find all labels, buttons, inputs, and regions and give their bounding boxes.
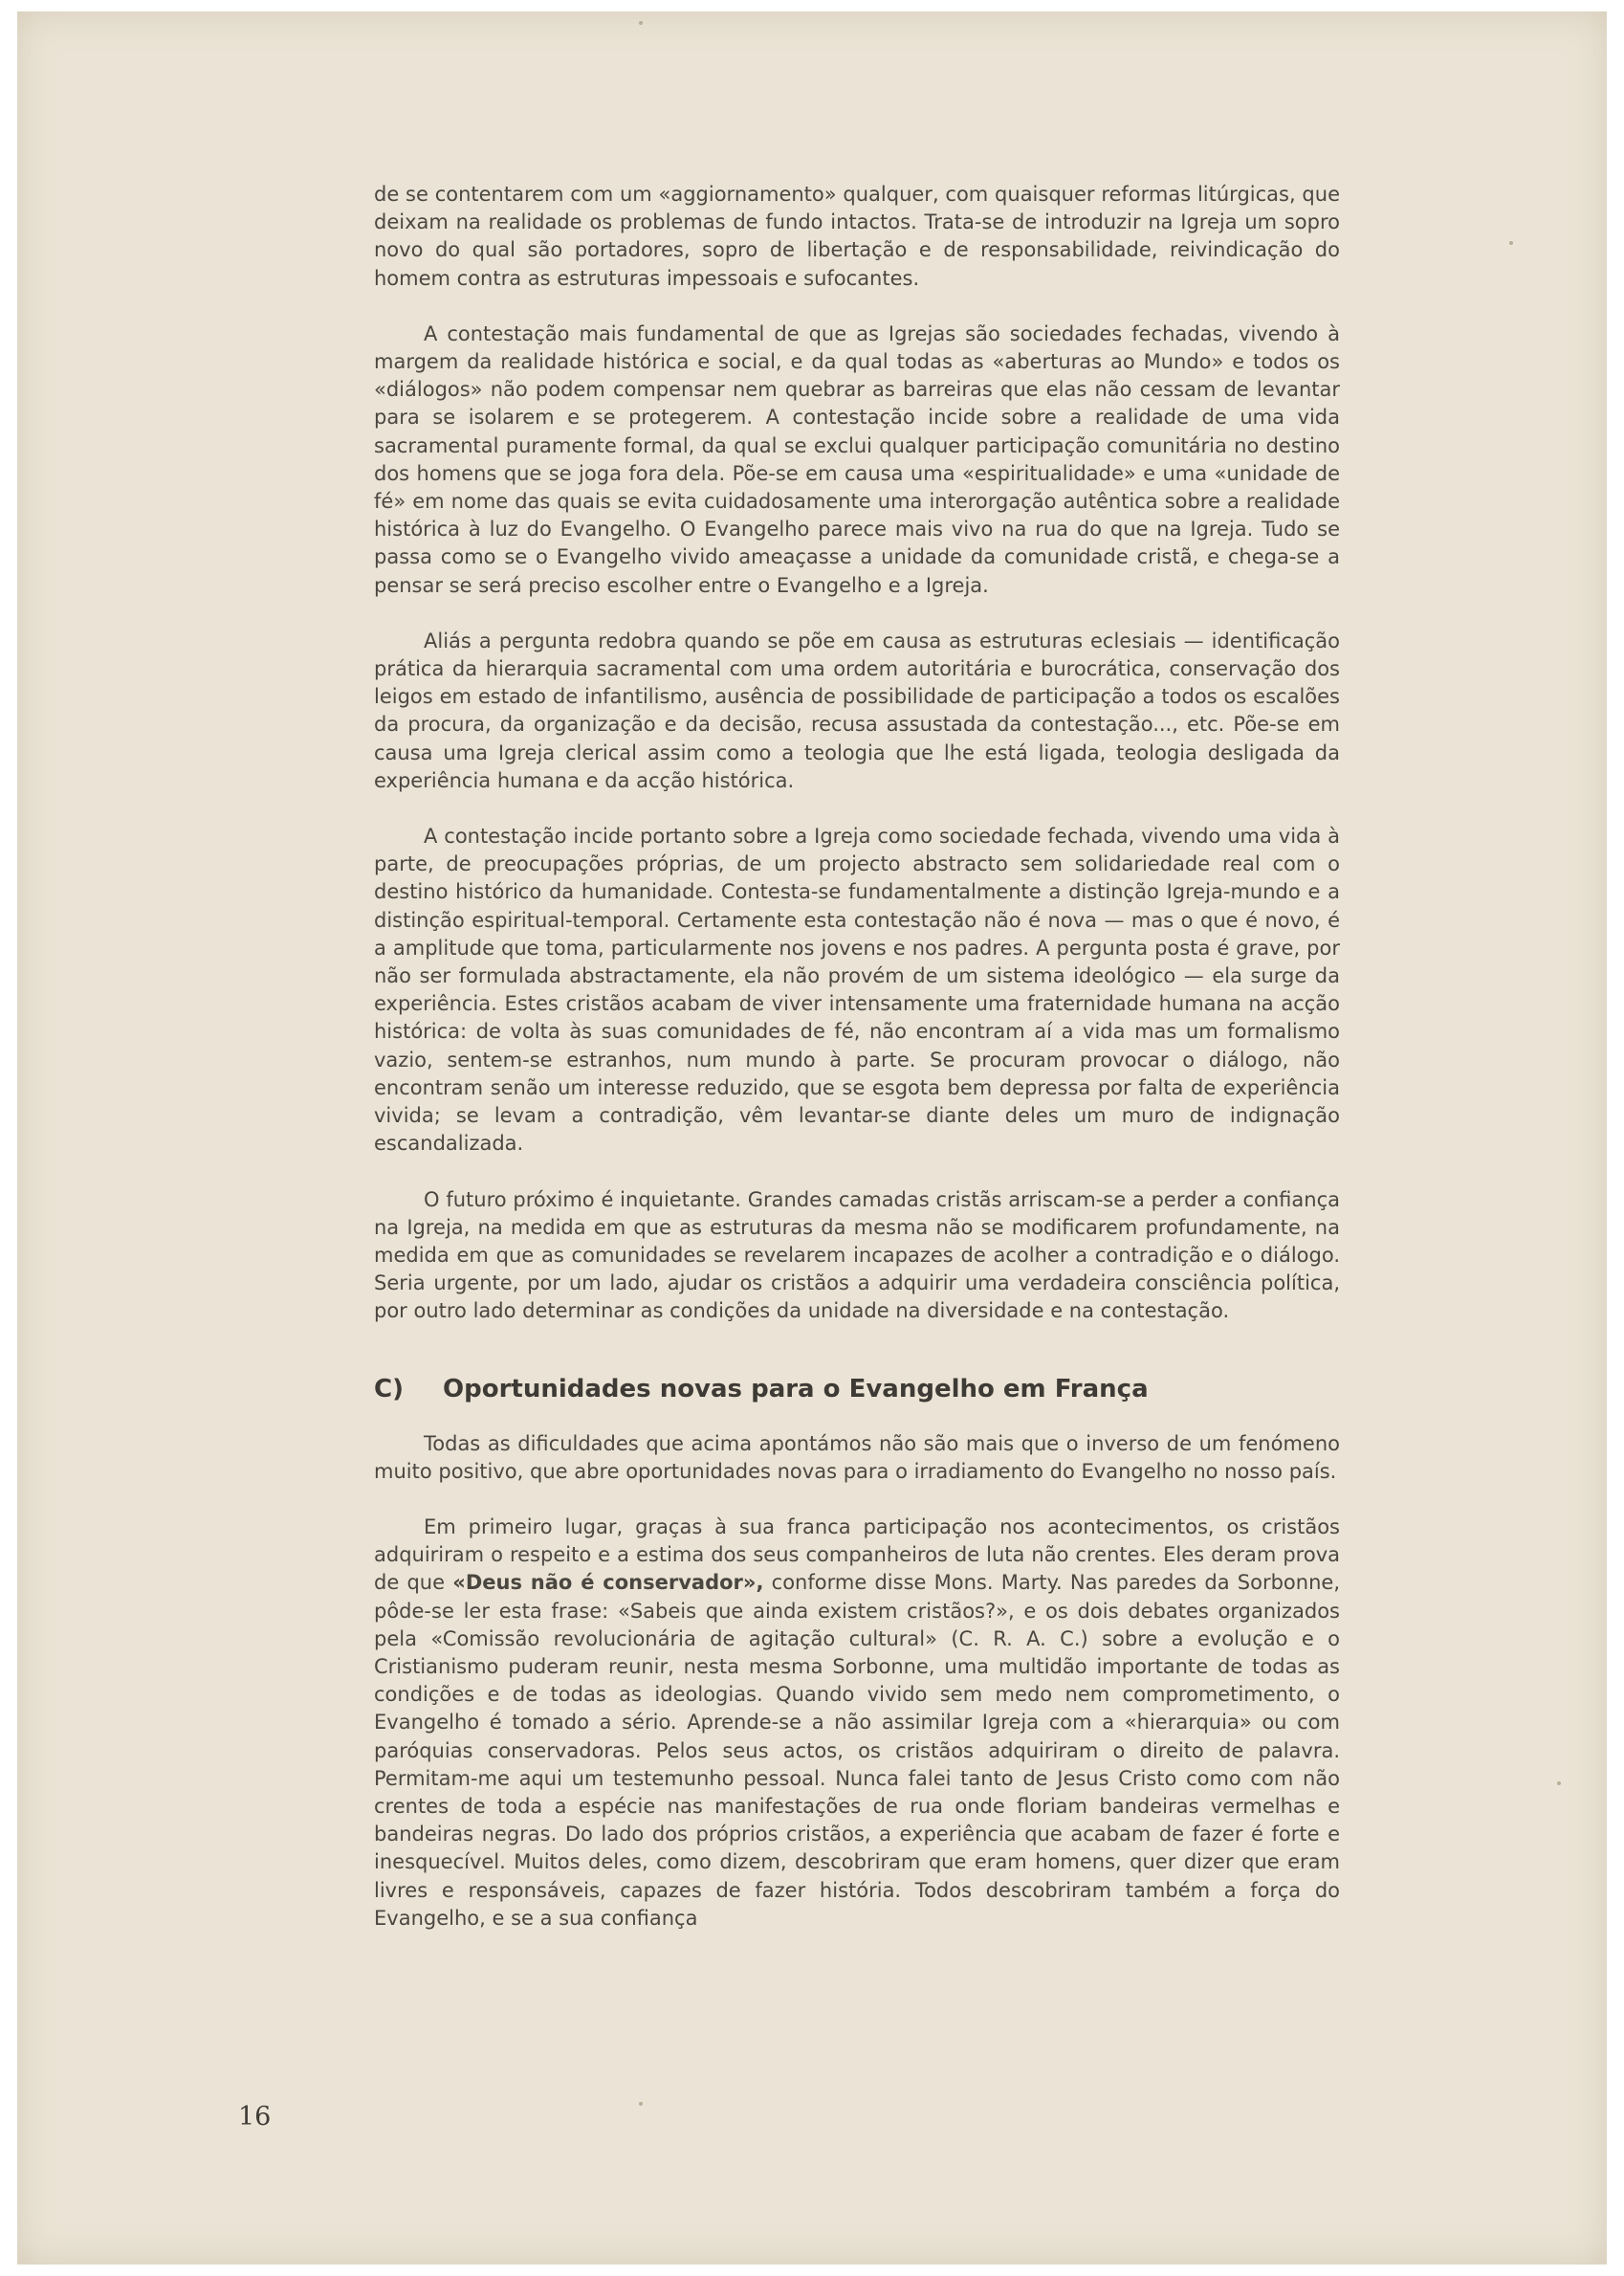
section-title: Oportunidades novas para o Evangelho em França <box>443 1374 1149 1403</box>
paragraph-text: conforme disse Mons. Marty. Nas paredes da Sorbonne, pôde-se ler esta frase: «Sabeis que ainda existem cristãos?», e os dois debates organizados pela «Comissão revolucionária de agitação cultural» (C. R. A. C.) sobre a evolução e o Cristianismo puderam reunir, nesta mesma Sorbonne, uma multidão importante de todas as condições e de todas as ideologias. Quando vivido sem medo nem comprometimento, o Evangelho é tomado a sério. Aprende-se a não assimilar Igreja com a «hierarquia» ou com paróquias conservadoras. Pelos seus actos, os cristãos adquiriram o direito de palavra. Permitam-me aqui um testemunho pessoal. Nunca falei tanto de Jesus Cristo como com não crentes de toda a espécie nas manifestações de rua onde floriam bandeiras vermelhas e bandeiras negras. Do lado dos próprios cristãos, a experiência que acabam de fazer é forte e inesquecível. Muitos deles, como dizem, descobriram que eram homens, quer dizer que eram livres e responsáveis, capazes de fazer história. Todos descobriram também a força do Evangelho, e se a sua confiança <box>374 1571 1340 1930</box>
paragraph <box>374 1514 1340 1933</box>
section-heading <box>374 1373 1340 1405</box>
paragraph: Aliás a pergunta redobra quando se põe em causa as estruturas eclesiais — identificação prática da hierarquia sacramental com uma ordem autoritária e burocrática, conservação dos leigos em estado de infantilismo, ausência de possibilidade de participação a todos os escalões da procura, da organização e da decisão, recusa assustada da contestação..., etc. Põe-se em causa uma Igreja clerical assim como a teologia que lhe está ligada, teologia desligada da experiência humana e da acção histórica. <box>374 629 1340 792</box>
paragraph: Todas as dificuldades que acima apontámos não são mais que o inverso de um fenómeno muito positivo, que abre oportunidades novas para o irradiamento do Evangelho no nosso país. <box>374 1431 1340 1483</box>
paper-speck <box>1509 241 1513 245</box>
paragraph: A contestação incide portanto sobre a Igreja como sociedade fechada, vivendo uma vida à parte, de preocupações próprias, de um projecto abstracto sem solidariedade real com o destino histórico da humanidade. Contesta-se fundamentalmente a distinção Igreja-mundo e a distinção espiritual-temporal. Certamente esta contestação não é nova — mas o que é novo, é a amplitude que toma, particularmente nos jovens e nos padres. A pergunta posta é grave, por não ser formulada abstractamente, ela não provém de um sistema ideológico — ela surge da experiência. Estes cristãos acabam de viver intensamente uma fraternidade humana na acção histórica: de volta às suas comunidades de fé, não encontram aí a vida mas um formalismo vazio, sentem-se estranhos, num mundo à parte. Se procuram provocar o diálogo, não encontram senão um interesse reduzido, que se esgota bem depressa por falta de experiência vivida; se levam a contradição, vêm levantar-se diante deles um muro de indignação escandalizada. <box>374 825 1340 1156</box>
paragraph: de se contentarem com um «aggiornamento» qualquer, com quaisquer reformas litúrgicas, que deixam na realidade os problemas de fundo intactos. Trata-se de introduzir na Igreja um sopro novo do qual são portadores, sopro de libertação e de responsabilidade, reivindicação do homem contra as estruturas impessoais e sufocantes. <box>374 183 1340 290</box>
paper-speck <box>1557 1781 1561 1785</box>
bold-quote: «Deus não é conservador», <box>452 1571 764 1595</box>
body-text <box>374 181 1340 1933</box>
paragraph: A contestação mais fundamental de que as Igrejas são sociedades fechadas, vivendo à margem da realidade histórica e social, e da qual todas as «aberturas ao Mundo» e todos os «diálogos» não podem compensar nem quebrar as barreiras que elas não cessam de levantar para se isolarem e se protegerem. A contestação incide sobre a realidade de uma vida sacramental puramente formal, da qual se exclui qualquer participação comunitária no destino dos homens que se joga fora dela. Põe-se em causa uma «espiritualidade» e uma «unidade de fé» em nome das quais se evita cuidadosamente uma interorgação autêntica sobre a realidade histórica à luz do Evangelho. O Evangelho parece mais vivo na rua do que na Igreja. Tudo se passa como se o Evangelho vivido ameaçasse a unidade da comunidade cristã, e chega-se a pensar se será preciso escolher entre o Evangelho e a Igreja. <box>374 321 1340 597</box>
paragraph-text: Em primeiro lugar, graças à sua franca participação nos acontecimentos, os cristãos adquiriram o respeito e a estima dos seus companheiros de luta não crentes. Eles deram prova de que <box>374 1514 1340 1595</box>
section-letter: C) <box>374 1374 404 1403</box>
paragraph: O futuro próximo é inquietante. Grandes camadas cristãs arriscam-se a perder a confiança na Igreja, na medida em que as estruturas da mesma não se modificarem profundamente, na medida em que as comunidades se revelarem incapazes de acolher a contradição e o diálogo. Seria urgente, por um lado, ajudar os cristãos a adquirir uma verdadeira consciência política, por outro lado determinar as condições da unidade na diversidade e na contestação. <box>374 1187 1340 1323</box>
paper-speck <box>639 2102 643 2106</box>
paper-page <box>17 11 1607 2265</box>
page-number: 16 <box>238 2102 272 2132</box>
paper-speck <box>639 21 643 25</box>
